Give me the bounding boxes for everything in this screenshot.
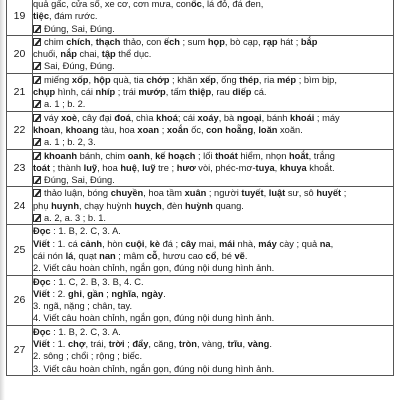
- highlighted-word: cảnh: [80, 238, 103, 249]
- text-segment: Sai, Đúng, Đúng.: [44, 61, 115, 72]
- highlighted-word: chụp: [33, 87, 56, 98]
- answer-row: [7, 0, 394, 35]
- text-segment: tàu, hoa: [98, 124, 138, 135]
- highlighted-word: thoát: [215, 150, 238, 161]
- highlighted-word: họp: [207, 36, 225, 47]
- answer-row: [7, 187, 394, 225]
- answer-content: [33, 149, 394, 187]
- text-segment: ; trái: [115, 87, 139, 98]
- answer-line: [33, 238, 393, 250]
- answer-content: [33, 0, 394, 35]
- row-number: 23: [7, 149, 33, 187]
- highlighted-word: Viết: [33, 288, 50, 299]
- text-segment: ,: [136, 162, 143, 173]
- text-segment: quà, tia: [110, 74, 147, 85]
- highlighted-word: nan: [99, 250, 116, 261]
- highlighted-word: trời: [108, 339, 125, 350]
- highlighted-word: cây: [180, 238, 197, 249]
- highlighted-word: chích: [66, 36, 91, 47]
- text-segment: , hoa tầm: [143, 188, 185, 199]
- text-segment: hát ;: [277, 36, 301, 47]
- text-segment: ,: [88, 74, 94, 85]
- highlighted-word: khoái: [290, 112, 315, 123]
- answer-line: [33, 23, 393, 35]
- answer-line: [33, 0, 393, 10]
- highlighted-word: nắp: [60, 49, 77, 60]
- answer-line: [33, 48, 393, 60]
- text-segment: bánh, chim: [77, 150, 128, 161]
- text-segment: 4. Viết câu hoàn chỉnh, ngắn gọn, đúng nội dung hình ảnh.: [33, 313, 275, 324]
- text-segment: quả gấc, cửa sổ, xe cơ, cơn mưa, con: [33, 0, 191, 9]
- answer-line: [33, 276, 393, 288]
- text-segment: miếng: [44, 74, 72, 85]
- answer-line: [33, 200, 393, 212]
- highlighted-word: luỹ: [142, 162, 156, 173]
- text-segment: ,: [81, 288, 88, 299]
- text-segment: , rau: [211, 87, 233, 98]
- highlighted-word: huyết: [316, 188, 342, 199]
- highlighted-word: thiệp: [188, 87, 212, 98]
- highlighted-word: cuội: [125, 238, 145, 249]
- highlighted-word: huệ: [120, 162, 137, 173]
- text-segment: ;: [341, 188, 347, 199]
- highlighted-word: vàng: [247, 339, 270, 350]
- highlighted-word: loăn: [258, 124, 278, 135]
- text-segment: ; máy: [314, 112, 340, 123]
- text-segment: , bà: [218, 112, 237, 123]
- pencil-icon: [33, 152, 41, 160]
- highlighted-word: cổ: [205, 250, 217, 261]
- highlighted-word: chợ: [67, 339, 86, 350]
- text-segment: , lá đỏ, đá đen,: [201, 0, 264, 9]
- highlighted-word: tuyết: [241, 188, 264, 199]
- text-segment: mai,: [196, 238, 219, 249]
- text-segment: ,: [60, 124, 66, 135]
- text-segment: ,: [144, 238, 150, 249]
- answer-content: [33, 275, 394, 325]
- highlighted-word: rạp: [263, 36, 278, 47]
- text-segment: , hươu cao: [157, 250, 206, 261]
- text-segment: , trắng: [308, 150, 335, 161]
- highlighted-word: bắp: [300, 36, 318, 47]
- text-segment: ,: [274, 162, 280, 173]
- pencil-icon: [33, 76, 41, 84]
- pencil-icon: [33, 214, 41, 222]
- answer-row: [7, 325, 394, 375]
- text-segment: váy: [44, 112, 62, 123]
- text-segment: 3. ngã, nặng ; chân, tay.: [33, 301, 133, 312]
- pencil-icon: [33, 38, 41, 46]
- text-segment: ; cái: [177, 112, 198, 123]
- row-number: 24: [7, 187, 33, 225]
- highlighted-word: Đọc: [33, 326, 51, 337]
- answer-line: [33, 74, 393, 86]
- highlighted-word: mướp: [138, 87, 166, 98]
- text-segment: hình, cái: [55, 87, 96, 98]
- answer-line: [33, 60, 393, 72]
- text-segment: , bò cạp,: [224, 36, 264, 47]
- highlighted-word: Viết: [33, 238, 50, 249]
- answer-line: [33, 150, 393, 162]
- highlighted-word: Viết: [33, 339, 50, 350]
- text-segment: ,: [330, 238, 334, 249]
- pencil-icon: [33, 25, 41, 33]
- answer-line: [33, 136, 393, 148]
- text-segment: , cây đại: [77, 112, 115, 123]
- text-segment: ; sum: [179, 36, 208, 47]
- highlighted-word: hoẵng: [225, 124, 254, 135]
- answer-table-body: [7, 0, 394, 375]
- answer-content: [33, 325, 394, 375]
- text-segment: ,: [136, 288, 142, 299]
- text-segment: ,: [263, 188, 269, 199]
- text-segment: : 1. C, 2. B, 3. B, 4. C.: [50, 276, 144, 287]
- text-segment: .: [269, 339, 272, 350]
- highlighted-word: xoè: [61, 112, 78, 123]
- highlighted-word: luỹ: [83, 162, 98, 173]
- highlighted-word: huỵch: [134, 200, 162, 211]
- text-segment: , tấm: [165, 87, 189, 98]
- answer-row: [7, 275, 394, 325]
- highlighted-word: ngoại: [236, 112, 262, 123]
- text-segment: quang.: [212, 200, 244, 211]
- highlighted-word: hoạch: [168, 150, 196, 161]
- highlighted-word: kè: [149, 238, 160, 249]
- text-segment: phụ: [33, 200, 52, 211]
- text-segment: , hòn: [102, 238, 126, 249]
- text-segment: , chạy huỳnh: [79, 200, 135, 211]
- text-segment: ; khăn: [169, 74, 200, 85]
- answer-row: [7, 35, 394, 73]
- text-segment: ;: [124, 339, 133, 350]
- highlighted-word: hộp: [93, 74, 111, 85]
- text-segment: , vàng,: [196, 339, 228, 350]
- highlighted-word: tròn: [178, 339, 197, 350]
- text-segment: Đúng, Sai, Đúng.: [44, 175, 115, 186]
- highlighted-word: đẩy: [132, 339, 149, 350]
- text-segment: ;: [103, 288, 112, 299]
- highlighted-word: con: [206, 124, 223, 135]
- answer-row: [7, 73, 394, 111]
- text-segment: xoăn.: [277, 124, 303, 135]
- highlighted-word: trĩu: [227, 339, 243, 350]
- highlighted-word: chớp: [146, 74, 170, 85]
- highlighted-word: nhíp: [95, 87, 116, 98]
- text-segment: ,: [90, 36, 96, 47]
- text-segment: , căng,: [148, 339, 179, 350]
- text-segment: nhà,: [234, 238, 259, 249]
- text-segment: a. 1 ; b. 2.: [44, 99, 86, 110]
- highlighted-word: diếp: [232, 87, 252, 98]
- text-segment: ,: [253, 124, 259, 135]
- text-segment: , quạt: [73, 250, 100, 261]
- text-segment: vòi, phéc-mơ-: [195, 162, 256, 173]
- answer-line: [33, 363, 393, 375]
- text-segment: chuối,: [33, 49, 61, 60]
- text-segment: cái nón: [33, 250, 66, 261]
- answer-content: [33, 35, 394, 73]
- highlighted-word: Đọc: [33, 276, 51, 287]
- text-segment: : 1.: [49, 339, 68, 350]
- text-segment: .: [244, 250, 248, 261]
- pencil-icon: [33, 62, 41, 70]
- answer-line: [33, 174, 393, 186]
- highlighted-word: Đọc: [33, 226, 51, 237]
- pencil-icon: [33, 100, 41, 108]
- highlighted-word: tuya: [255, 162, 275, 173]
- text-segment: khoắt.: [306, 162, 335, 173]
- highlighted-word: kế: [155, 150, 166, 161]
- highlighted-word: oanh: [127, 150, 150, 161]
- text-segment: ; bìm bịp,: [296, 74, 337, 85]
- answer-line: [33, 225, 393, 237]
- text-segment: chim: [44, 36, 67, 47]
- answer-row: [7, 111, 394, 149]
- row-number: 20: [7, 35, 33, 73]
- text-segment: a. 2, a. 3 ; b. 1.: [44, 213, 107, 224]
- pencil-icon: [33, 114, 41, 122]
- highlighted-word: máy: [258, 238, 277, 249]
- text-segment: tre ;: [155, 162, 177, 173]
- answer-row: [7, 225, 394, 275]
- text-segment: : 1. cá: [49, 238, 81, 249]
- highlighted-word: xuân: [184, 188, 207, 199]
- text-segment: : 1. B, 2. C, 3. A.: [50, 326, 121, 337]
- answer-line: [33, 338, 393, 350]
- text-segment: ; mâm: [115, 250, 147, 261]
- highlighted-word: mép: [276, 74, 297, 85]
- highlighted-word: hươ: [176, 162, 196, 173]
- text-segment: 2. sông ; chổi ; rộng ; biếc.: [33, 351, 143, 362]
- highlighted-word: thép: [239, 74, 259, 85]
- text-segment: ;: [159, 124, 167, 135]
- highlighted-word: xoan: [137, 124, 160, 135]
- row-number: 21: [7, 73, 33, 111]
- highlighted-word: huynh: [51, 200, 79, 211]
- pencil-icon: [33, 138, 41, 146]
- answer-line: [33, 288, 393, 300]
- highlighted-word: lá: [65, 250, 74, 261]
- highlighted-word: gần: [87, 288, 104, 299]
- highlighted-word: tập: [101, 49, 116, 60]
- highlighted-word: khoá: [156, 112, 178, 123]
- text-segment: Đúng, Sai, Đúng.: [44, 23, 115, 34]
- highlighted-word: luật: [268, 188, 286, 199]
- answer-line: [33, 212, 393, 224]
- text-segment: a. 1 ; b. 2, 3.: [44, 137, 96, 148]
- row-number: 26: [7, 275, 33, 325]
- answer-line: [33, 250, 393, 262]
- highlighted-word: na: [319, 238, 331, 249]
- highlighted-word: cỗ: [146, 250, 158, 261]
- text-segment: ; người: [206, 188, 242, 199]
- answer-line: [33, 187, 393, 199]
- answer-line: [33, 312, 393, 324]
- highlighted-word: ếch: [163, 36, 180, 47]
- text-segment: ; thành: [50, 162, 84, 173]
- answer-line: [33, 36, 393, 48]
- text-segment: : 2.: [49, 288, 68, 299]
- highlighted-word: khoan: [33, 124, 61, 135]
- answer-content: [33, 225, 394, 275]
- text-segment: : 1. B, 2. C, 3. A.: [50, 226, 121, 237]
- answer-line: [33, 10, 393, 22]
- highlighted-word: đoá: [114, 112, 131, 123]
- highlighted-word: ngày: [141, 288, 164, 299]
- text-segment: , đám rước.: [49, 11, 98, 22]
- answer-line: [33, 86, 393, 98]
- highlighted-word: ốc: [190, 0, 202, 9]
- text-segment: hiểm, nhọn: [237, 150, 289, 161]
- row-number: 22: [7, 111, 33, 149]
- text-segment: ,: [149, 150, 156, 161]
- answer-line: [33, 162, 393, 174]
- highlighted-word: huỳnh: [184, 200, 213, 211]
- pencil-icon: [33, 176, 41, 184]
- highlighted-word: xoáy: [197, 112, 219, 123]
- highlighted-word: xếp: [199, 74, 216, 85]
- answer-content: [33, 111, 394, 149]
- text-segment: sư, sô: [285, 188, 317, 199]
- highlighted-word: ghi: [67, 288, 82, 299]
- text-segment: , ống: [216, 74, 240, 85]
- answer-content: [33, 73, 394, 111]
- text-segment: 3. Viết câu hoàn chỉnh, ngắn gọn, đúng nội dung hình ảnh.: [33, 363, 275, 374]
- text-segment: , trái,: [85, 339, 109, 350]
- answer-line: [33, 98, 393, 110]
- highlighted-word: chuyền: [110, 188, 144, 199]
- answer-line: [33, 124, 393, 136]
- highlighted-word: nghĩa: [111, 288, 137, 299]
- highlighted-word: tiệc: [33, 11, 50, 22]
- row-number: 27: [7, 325, 33, 375]
- text-segment: ốc,: [188, 124, 207, 135]
- answer-line: [33, 350, 393, 362]
- text-segment: ,: [242, 339, 248, 350]
- text-segment: cày ; quả: [276, 238, 320, 249]
- highlighted-word: xốp: [71, 74, 89, 85]
- highlighted-word: mái: [218, 238, 235, 249]
- text-segment: , hoa: [97, 162, 121, 173]
- text-segment: 2. Viết câu hoàn chỉnh, ngắn gọn, đúng nội dung hình ảnh.: [33, 263, 275, 274]
- highlighted-word: xoắn: [166, 124, 189, 135]
- text-segment: , bánh: [261, 112, 291, 123]
- row-number: 25: [7, 225, 33, 275]
- highlighted-word: khoanh: [44, 150, 78, 161]
- text-segment: .: [163, 288, 166, 299]
- answer-line: [33, 262, 393, 274]
- answer-line: [33, 300, 393, 312]
- text-segment: đá ;: [160, 238, 181, 249]
- answer-content: [33, 187, 394, 225]
- text-segment: thảo, con: [120, 36, 164, 47]
- pencil-icon: [33, 189, 41, 197]
- text-segment: , ria: [258, 74, 277, 85]
- text-segment: cá.: [251, 87, 267, 98]
- text-segment: , chìa: [130, 112, 157, 123]
- text-segment: thể dục.: [115, 49, 152, 60]
- highlighted-word: toát: [33, 162, 51, 173]
- text-segment: ; lối: [195, 150, 216, 161]
- highlighted-word: thạch: [95, 36, 121, 47]
- text-segment: chai,: [76, 49, 102, 60]
- text-segment: , đèn: [161, 200, 185, 211]
- page-edge-shadow: [0, 0, 5, 400]
- row-number: 19: [7, 0, 33, 35]
- text-segment: thảo luận, bóng: [44, 188, 111, 199]
- answer-table: [6, 0, 394, 376]
- highlighted-word: hoắt: [288, 150, 309, 161]
- highlighted-word: khoang: [65, 124, 99, 135]
- answer-line: [33, 112, 393, 124]
- answer-line: [33, 326, 393, 338]
- text-segment: , bé: [216, 250, 235, 261]
- answer-row: [7, 149, 394, 187]
- highlighted-word: vẽ: [234, 250, 245, 261]
- highlighted-word: khuya: [279, 162, 307, 173]
